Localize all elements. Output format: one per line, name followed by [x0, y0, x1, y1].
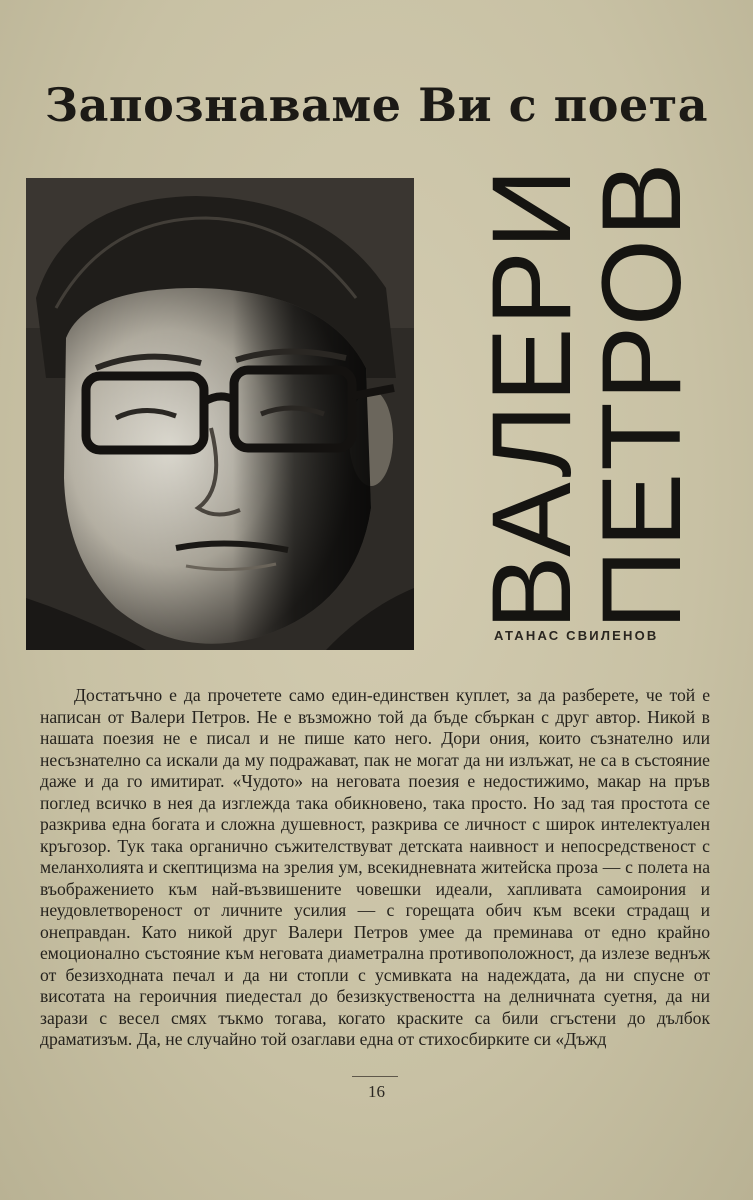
poet-portrait-photo: [26, 178, 414, 650]
poet-last-name: ПЕТРОВ: [579, 160, 704, 630]
page-number: 16: [368, 1082, 385, 1101]
article-author: АТАНАС СВИЛЕНОВ: [494, 628, 659, 643]
poet-first-name: ВАЛЕРИ: [469, 166, 594, 630]
article-body-paragraph: Достатъчно е да прочетете само един-единствен куплет, за да разберете, че той е написан от Валери Петров. Не е възможно той да бъде сбъркан с друг автор. Никой в нашата поезия не е писал и не пише като него. Дори ония, които съзнателно или несъзнателно са искали да му подражават, пак не могат да ни излъжат, не са в състояние даже и да го имитират. «Чудото» на неговата поезия е недостижимо, макар на пръв поглед всичко в нея да изглежда така обикновено, така просто. Но зад тая простота се разкрива една богата и сложна душевност, разкрива се личност с широк интелектуален кръгозор. Тук така органично съжителствуват детската наивност и непосредственост с меланхолията и скептицизма на зрелия ум, всекидневната житейска проза — с полета на въображението към най-възвишените човешки идеали, хапливата самоирония и неудовлетвореност от личните усилия — с горещата обич към всеки страдащ и онеправдан. Като никой друг Валери Петров умее да преминава от едно крайно емоционално състояние към неговата диаметрална противоположност, да излезе веднъж от безизходната печал и да ни стопли с усмивката на надеждата, да ни спусне от висотата на героичния пиедестал до безизкуствеността на делничната суетня, да ни зарази с весел смях тъкмо тогава, когато краските са били сгъстени до дълбок драматизъм. Да, не случайно той озаглави една от стихосбирките си «Дъжд: [40, 685, 710, 1049]
page-number-rule: [352, 1076, 398, 1077]
portrait-image: [26, 178, 414, 650]
page-title: Запознаваме Ви с поета: [44, 78, 709, 132]
poet-name-vertical: [469, 160, 706, 630]
